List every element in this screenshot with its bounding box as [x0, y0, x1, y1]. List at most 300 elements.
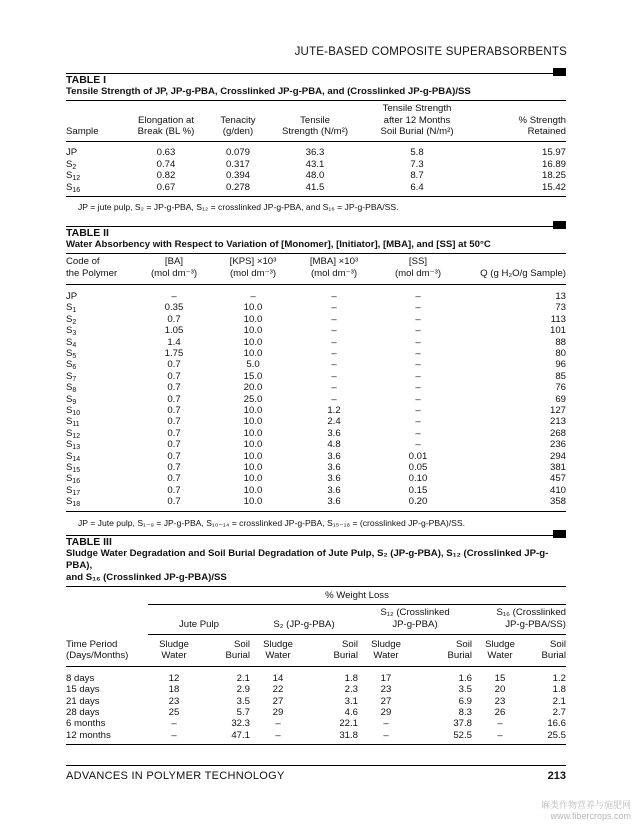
table-cell: – [415, 439, 421, 451]
table-row [66, 382, 566, 393]
table-cell: 0.7 [167, 313, 181, 325]
table-cell: 1.8 [344, 672, 358, 684]
table-cell: 0.63 [156, 147, 176, 159]
sample-code-subscript: 2 [72, 163, 77, 171]
time-period: 8 days [66, 672, 95, 684]
table-cell: 23 [494, 695, 506, 707]
table-cell: 88 [555, 336, 566, 348]
table-cell: 5.7 [236, 707, 250, 719]
table-cell: – [331, 336, 337, 348]
col-header: Sludge [159, 639, 189, 650]
sample-code [66, 359, 134, 370]
sample-code-base: S [66, 393, 73, 405]
group-header: S₂ (JP-g-PBA) [250, 619, 358, 635]
table-cell: 0.20 [408, 496, 428, 508]
table-cell: 0.7 [167, 370, 181, 382]
table-cell: – [415, 290, 421, 302]
sample-code [66, 428, 134, 439]
table-cell: 5.0 [246, 359, 260, 371]
table-cell: – [415, 370, 421, 382]
table-cell: 0.15 [408, 484, 428, 496]
table-cell: 0.7 [167, 416, 181, 428]
table-cell: 3.5 [236, 695, 250, 707]
table-row [66, 730, 566, 745]
table-cell: 2.1 [236, 672, 250, 684]
col-header: Code of [66, 256, 100, 268]
table-cell: – [331, 359, 337, 371]
table-cell: – [275, 718, 281, 730]
table-row [66, 696, 566, 707]
col-header: Sludge [485, 639, 515, 650]
table-cell: 1.4 [167, 336, 181, 348]
group-header: JP-g-PBA/SS) [472, 619, 566, 635]
table-cell: 1.8 [552, 684, 566, 696]
table-cell: 3.6 [327, 473, 341, 485]
col-header: Burial [225, 650, 250, 662]
time-period: 12 months [66, 729, 111, 741]
table-cell: – [415, 427, 421, 439]
table-cell: 22 [272, 684, 284, 696]
table-cell: 37.8 [453, 718, 472, 730]
table-cell: 381 [549, 462, 566, 473]
table-cell: 3.1 [344, 695, 358, 707]
sample-code [66, 394, 134, 405]
sample-code [66, 371, 134, 382]
table-row [66, 707, 566, 718]
table-cell: – [415, 302, 421, 314]
table-row [66, 485, 566, 496]
table-cell: – [415, 347, 421, 359]
table-1 [66, 73, 566, 213]
table-2-label: TABLE II [66, 227, 109, 239]
table-cell: 85 [555, 370, 566, 382]
sample-code-subscript: 15 [72, 467, 81, 474]
table-cell: 6.4 [410, 181, 424, 193]
table-row [66, 359, 566, 370]
table-cell: 43.1 [305, 158, 325, 170]
table-cell: 0.7 [167, 462, 181, 473]
table-row [66, 159, 566, 170]
table-cell: 69 [555, 393, 566, 405]
sample-code [66, 182, 128, 197]
table-row [66, 170, 566, 181]
table-row [66, 284, 566, 302]
table-marker [553, 530, 566, 538]
table-cell: 25 [168, 707, 180, 719]
col-header: Sludge [371, 639, 401, 650]
col-header: Time Period [66, 639, 118, 650]
table-cell: 0.10 [408, 473, 428, 485]
table-cell: 29 [272, 707, 284, 719]
col-header: Tenacity [220, 114, 256, 126]
table-cell: 1.05 [164, 325, 184, 337]
sample-code-subscript: 5 [72, 352, 77, 360]
table-cell: 4.6 [344, 707, 358, 719]
table-cell: 17 [380, 672, 392, 684]
sample-code-subscript: 9 [72, 398, 77, 406]
table-row [66, 182, 566, 197]
table-1-grid [66, 100, 566, 197]
table-cell: 10.0 [243, 450, 263, 462]
table-cell: 36.3 [305, 147, 325, 159]
sample-code [66, 382, 134, 393]
table-cell: 8.7 [410, 170, 424, 182]
table-cell: 47.1 [231, 729, 250, 741]
sample-code [66, 451, 134, 462]
table-cell: – [415, 313, 421, 325]
time-period: 28 days [66, 707, 100, 719]
sample-code [66, 416, 134, 427]
table-cell: 23 [168, 695, 180, 707]
sample-code [66, 337, 134, 348]
table-3-caption-line-1: Sludge Water Degradation and Soil Burial Degradation of Jute Pulp, S₂ (JP-g-PBA), S₁₂ (Crosslinked JP-g-PBA), [66, 548, 549, 571]
table-cell: 457 [549, 473, 566, 485]
table-cell: 0.7 [167, 404, 181, 416]
col-header: Burial [447, 650, 472, 662]
table-cell: 1.2 [327, 404, 341, 416]
sample-code-subscript: 4 [72, 341, 77, 349]
table-cell: 22.1 [339, 718, 358, 730]
sample-code [66, 170, 128, 181]
table-cell: 10.0 [243, 325, 263, 337]
table-marker [553, 68, 566, 76]
weight-loss-header: % Weight Loss [148, 587, 566, 605]
table-cell: 0.278 [225, 181, 250, 193]
table-cell: 12 [168, 672, 180, 684]
table-row [66, 473, 566, 484]
table-cell: – [415, 325, 421, 337]
col-header: (mol dm⁻³) [394, 267, 442, 279]
table-cell: 1.6 [458, 672, 472, 684]
sample-code-subscript: 16 [72, 478, 81, 486]
sample-code [66, 473, 134, 484]
table-cell: 2.3 [344, 684, 358, 696]
table-cell: – [275, 729, 281, 741]
table-cell: – [415, 359, 421, 371]
table-cell: 0.01 [408, 450, 428, 462]
group-header: S₁₂ (Crosslinked [380, 607, 450, 619]
table-cell: – [415, 404, 421, 416]
table-cell: 0.82 [156, 170, 176, 182]
table-cell: 101 [549, 325, 566, 337]
table-cell: 31.8 [339, 729, 358, 741]
col-header: Tensile Strength [382, 103, 452, 115]
sample-code-subscript: 2 [72, 318, 77, 326]
sample-code [66, 496, 134, 511]
col-header: Water [487, 650, 513, 662]
sample-code-base: S [66, 302, 73, 314]
col-header: Soil [550, 639, 566, 650]
table-cell: 2.9 [236, 684, 250, 696]
table-3 [66, 535, 566, 745]
col-header: [KPS] ×10³ [229, 256, 277, 268]
sample-code-base: S [66, 325, 73, 337]
table-cell: 0.7 [167, 382, 181, 394]
table-row [66, 405, 566, 416]
table-cell: 0.74 [156, 158, 176, 170]
sample-code [66, 142, 128, 159]
table-2-footnote: JP = Jute pulp, S₁₋₉ = JP-g-PBA, S₁₀₋₁₄ = crosslinked JP-g-PBA, S₁₅₋₁₈ = (crosslinked JP-g-PBA)/SS. [78, 517, 465, 528]
sample-code-base: S [66, 484, 73, 496]
table-cell: 236 [549, 439, 566, 451]
sample-code-subscript: 13 [72, 444, 81, 452]
table-1-label: TABLE I [66, 74, 107, 86]
table-cell: 3.6 [327, 450, 341, 462]
col-header: Water [161, 650, 187, 662]
table-row [66, 371, 566, 382]
table-cell: 0.7 [167, 427, 181, 439]
col-header: Soil [342, 639, 358, 650]
table-cell: 0.394 [225, 170, 250, 182]
table-row [66, 462, 566, 473]
col-header: Sample [66, 126, 99, 137]
table-cell: – [331, 370, 337, 382]
table-cell: 15.0 [243, 370, 263, 382]
table-2-caption: Water Absorbency with Respect to Variation of [Monomer], [Initiator], [MBA], and [SS] at 50°C [66, 239, 491, 250]
table-cell: 15 [494, 672, 506, 684]
table-cell: 2.4 [327, 416, 341, 428]
table-row [66, 325, 566, 336]
table-cell: 358 [549, 496, 566, 508]
table-cell: 5.8 [410, 147, 424, 159]
table-cell: 10.0 [243, 484, 263, 496]
table-cell: 0.079 [225, 147, 250, 159]
sample-code-base: S [66, 336, 73, 348]
col-header: (Days/Months) [66, 650, 129, 662]
running-head: JUTE-BASED COMPOSITE SUPERABSORBENTS [294, 46, 567, 58]
table-cell: 0.35 [164, 302, 184, 314]
table-row [66, 439, 566, 450]
sample-code-base: S [66, 462, 73, 473]
col-header: Soil Burial (N/m²) [380, 126, 454, 137]
table-cell: 0.7 [167, 450, 181, 462]
table-cell: 1.75 [164, 347, 184, 359]
table-row [66, 684, 566, 695]
table-cell: 6.9 [458, 695, 472, 707]
table-cell: 0.7 [167, 484, 181, 496]
table-cell: 0.7 [167, 439, 181, 451]
sample-code-base: S [66, 370, 73, 382]
page-number: 213 [547, 770, 566, 782]
col-header: the Polymer [66, 267, 118, 279]
col-header: after 12 Months [383, 114, 451, 126]
table-cell: 0.7 [167, 359, 181, 371]
footer-rule [66, 765, 566, 766]
sample-code-base: S [66, 439, 73, 451]
sample-code [66, 485, 134, 496]
table-cell: 0.67 [156, 181, 176, 193]
table-cell: 27 [272, 695, 284, 707]
table-cell: – [331, 290, 337, 302]
sample-code [66, 314, 134, 325]
col-header: Burial [333, 650, 358, 662]
table-cell: 294 [549, 450, 566, 462]
table-cell: 10.0 [243, 347, 263, 359]
table-cell: 18.25 [541, 170, 566, 182]
table-cell: 10.0 [243, 302, 263, 314]
table-cell: 15.42 [541, 181, 566, 193]
table-row [66, 337, 566, 348]
table-cell: 10.0 [243, 496, 263, 508]
table-row [66, 394, 566, 405]
table-cell: 20.0 [243, 382, 263, 394]
table-cell: 2.1 [552, 695, 566, 707]
watermark-line-1: 麻类作物营养与施肥网 [540, 800, 631, 810]
table-cell: 0.7 [167, 393, 181, 405]
group-header: Jute Pulp [148, 619, 250, 635]
table-cell: 96 [555, 359, 566, 371]
table-cell: 80 [555, 347, 566, 359]
sample-code [66, 462, 134, 473]
time-period: 6 months [66, 718, 106, 730]
col-header: Break (BL %) [137, 126, 195, 137]
table-cell: 0.7 [167, 496, 181, 508]
table-2 [66, 226, 566, 529]
table-cell: – [497, 718, 503, 730]
sample-code-subscript: 18 [72, 501, 81, 509]
col-header: (mol dm⁻³) [310, 267, 358, 279]
table-cell: – [331, 347, 337, 359]
table-cell: – [383, 718, 389, 730]
table-cell: – [250, 290, 256, 302]
table-cell: 25.0 [243, 393, 263, 405]
table-cell: 8.3 [458, 707, 472, 719]
sample-code-subscript: 6 [72, 364, 77, 372]
table-3-label: TABLE III [66, 536, 112, 548]
table-3-grid [66, 586, 566, 745]
table-cell: 25.5 [547, 729, 566, 741]
table-cell: 23 [380, 684, 392, 696]
sample-code-base: S [66, 416, 73, 428]
sample-code-subscript: 12 [72, 432, 81, 440]
table-cell: 0.7 [167, 473, 181, 485]
table-cell: – [171, 718, 177, 730]
sample-code-subscript: 12 [72, 175, 81, 183]
table-row [66, 718, 566, 729]
table-cell: 48.0 [305, 170, 325, 182]
table-cell: 127 [549, 404, 566, 416]
table-2-header [66, 226, 566, 239]
footer-journal-name: ADVANCES IN POLYMER TECHNOLOGY [66, 770, 285, 782]
table-cell: 15.97 [541, 147, 566, 159]
sample-code-base: JP [66, 290, 78, 302]
col-header: Sludge [263, 639, 293, 650]
time-period: 15 days [66, 684, 100, 696]
table-cell: 10.0 [243, 462, 263, 473]
sample-code [66, 439, 134, 450]
time-period: 21 days [66, 695, 100, 707]
sample-code-base: JP [66, 147, 78, 159]
table-cell: 213 [549, 416, 566, 428]
table-cell: 73 [555, 302, 566, 314]
sample-code-subscript: 1 [72, 307, 77, 315]
table-cell: – [415, 416, 421, 428]
table-row [66, 314, 566, 325]
table-row [66, 416, 566, 427]
table-cell: 10.0 [243, 416, 263, 428]
col-header: Soil [234, 639, 250, 650]
table-cell: 1.2 [552, 672, 566, 684]
sample-code [66, 405, 134, 416]
table-cell: 7.3 [410, 158, 424, 170]
sample-code-base: S [66, 382, 73, 394]
table-cell: – [171, 290, 177, 302]
table-1-caption: Tensile Strength of JP, JP-g-PBA, Crosslinked JP-g-PBA, and (Crosslinked JP-g-PBA)/SS [66, 86, 471, 97]
table-cell: 0.317 [225, 158, 250, 170]
col-header: Elongation at [137, 114, 194, 126]
table-3-caption-line-2: and S₁₆ (Crosslinked JP-g-PBA)/SS [66, 572, 227, 583]
sample-code-subscript: 7 [72, 375, 77, 383]
table-cell: 20 [494, 684, 506, 696]
table-cell: 13 [555, 290, 566, 302]
table-cell: – [415, 382, 421, 394]
table-cell: 3.6 [327, 462, 341, 473]
col-header: (g/den) [222, 126, 254, 137]
table-cell: 268 [549, 427, 566, 439]
table-row [66, 142, 566, 159]
table-cell: – [331, 325, 337, 337]
table-cell: – [331, 313, 337, 325]
table-cell: – [497, 729, 503, 741]
col-header: Strength (N/m²) [281, 126, 349, 137]
table-row [66, 302, 566, 313]
sample-code-subscript: 16 [72, 186, 81, 194]
col-header: [BA] [164, 256, 184, 268]
sample-code-base: S [66, 313, 73, 325]
table-cell: 41.5 [305, 181, 325, 193]
col-header: (mol dm⁻³) [150, 267, 198, 279]
sample-code [66, 348, 134, 359]
col-header: Burial [541, 650, 566, 662]
table-1-header [66, 73, 566, 86]
table-row [66, 348, 566, 359]
table-cell: 3.6 [327, 496, 341, 508]
table-cell: 410 [549, 484, 566, 496]
sample-code-subscript: 3 [72, 330, 77, 338]
table-cell: 10.0 [243, 439, 263, 451]
col-header: Tensile [300, 114, 330, 126]
table-cell: – [415, 336, 421, 348]
table-1-footnote: JP = jute pulp, S₂ = JP-g-PBA, S₁₂ = crosslinked JP-g-PBA, and S₁₆ = JP-g-PBA/SS. [78, 202, 399, 213]
sample-code-subscript: 8 [72, 387, 77, 395]
col-header: Q (g H₂O/g Sample) [480, 267, 566, 279]
table-row [66, 666, 566, 684]
table-cell: – [171, 729, 177, 741]
sample-code-base: S [66, 450, 73, 462]
sample-code-base: S [66, 347, 73, 359]
sample-code-subscript: 11 [72, 421, 80, 429]
table-cell: 18 [168, 684, 180, 696]
table-cell: 16.89 [541, 158, 566, 170]
col-header: Soil [456, 639, 472, 650]
table-cell: 26 [494, 707, 506, 719]
col-header: % Strength [518, 114, 566, 126]
table-cell: 3.5 [458, 684, 472, 696]
col-header: [SS] [408, 256, 428, 268]
sample-code-base: S [66, 359, 73, 371]
table-cell: – [415, 393, 421, 405]
sample-code-base: S [66, 404, 73, 416]
table-cell: 16.6 [547, 718, 566, 730]
table-marker [553, 221, 566, 229]
sample-code [66, 159, 128, 170]
sample-code-base: S [66, 158, 73, 170]
sample-code-subscript: 10 [72, 409, 81, 417]
table-cell: 32.3 [231, 718, 250, 730]
sample-code-base: S [66, 181, 73, 193]
group-header: JP-g-PBA) [358, 619, 472, 635]
col-header: Retained [527, 126, 566, 137]
